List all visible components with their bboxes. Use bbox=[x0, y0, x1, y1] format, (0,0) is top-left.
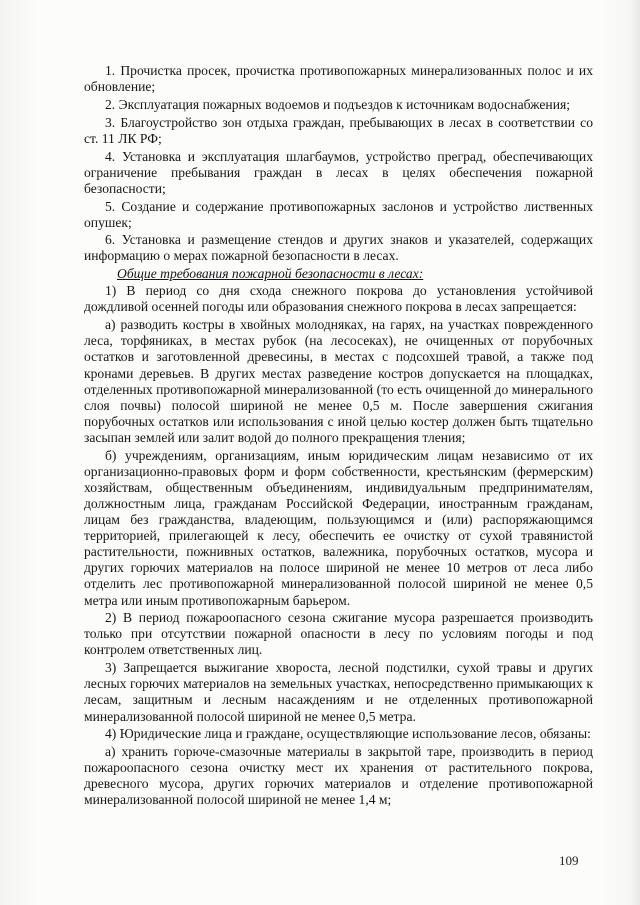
list-item-2: 2. Эксплуатация пожарных водоемов и подъездов к источникам водоснабжения; bbox=[105, 96, 571, 112]
section-heading: Общие требования пожарной безопасности в лесах: bbox=[117, 266, 424, 282]
list-item-1: 1. Прочистка просек, прочистка противопожарных минерализованных полос и их обновление; bbox=[84, 63, 593, 95]
page-number: 109 bbox=[559, 853, 579, 868]
rule-1a: а) разводить костры в хвойных молодняках, на гарях, на участках поврежденного леса, торфяниках, в местах рубок (на лесосеках), не очищенных от порубочных остатков и заготовленной древесины, в местах с подсохшей травой, а также под кронами деревьев. В других местах разведение костров допускается на площадках, отделенных противопожарной минерализованной (то есть очищенной до минерального слоя почвы) полосой шириной не менее 0,5 м. После завершения сжигания порубочных остатков или использования с иной целью костер должен быть тщательно засыпан землей или залит водой до полного прекращения тления; bbox=[84, 317, 593, 445]
scan-edge-shadow bbox=[630, 0, 640, 905]
list-item-3: 3. Благоустройство зон отдыха граждан, пребывающих в лесах в соответствии со ст. 11 ЛК РФ; bbox=[84, 114, 593, 146]
list-item-6: 6. Установка и размещение стендов и других знаков и указателей, содержащих информацию о мерах пожарной безопасности в лесах. bbox=[84, 232, 593, 264]
rule-1-intro: 1) В период со дня схода снежного покрова до установления устойчивой дождливой осенней погоды или образования снежного покрова в лесах запрещается: bbox=[84, 283, 593, 315]
rule-4a: а) хранить горюче-смазочные материалы в закрытой таре, производить в период пожароопасного сезона очистку мест их хранения от растительного покрова, древесного мусора, других горючих материалов и отделение противопожарной минерализованной полосой шириной не менее 1,4 м; bbox=[84, 744, 593, 808]
rule-4-intro: 4) Юридические лица и граждане, осуществляющие использование лесов, обязаны: bbox=[105, 726, 591, 742]
rule-1b: б) учреждениям, организациям, иным юридическим лицам независимо от их организационно-правовых форм и форм собственности, крестьянским (фермерским) хозяйствам, общественным объединениям, индивидуальным предпринимателям, должностным лица, гражданам Российской Федерации, иностранным гражданам, лицам без гражданства, владеющим, пользующимся и (или) распоряжающимся территорией, прилегающей к лесу, обеспечить ее очистку от сухой травянистой растительности, пожнивных остатков, валежника, порубочных остатков, мусора и других горючих материалов на полосе шириной не менее 10 метров от леса либо отделить лес противопожарной минерализованной полосой шириной не менее 0,5 метра или иным противопожарным барьером. bbox=[84, 447, 593, 608]
rule-3: 3) Запрещается выжигание хвороста, лесной подстилки, сухой травы и других лесных горючих материалов на земельных участках, непосредственно примыкающих к лесам, защитным и лесным насаждениям и не отделенных противопожарной минерализованной полосой шириной не менее 0,5 метра. bbox=[84, 660, 593, 724]
list-item-4: 4. Установка и эксплуатация шлагбаумов, устройство преград, обеспечивающих ограничение пребывания граждан в лесах в целях обеспечения пожарной безопасности; bbox=[84, 148, 593, 196]
list-item-5: 5. Создание и содержание противопожарных заслонов и устройство лиственных опушек; bbox=[84, 198, 593, 230]
rule-2: 2) В период пожароопасного сезона сжигание мусора разрешается производить только при отсутствии пожарной опасности в лесу по условиям погоды и под контролем ответственных лиц. bbox=[84, 610, 593, 658]
document-body bbox=[84, 63, 593, 810]
